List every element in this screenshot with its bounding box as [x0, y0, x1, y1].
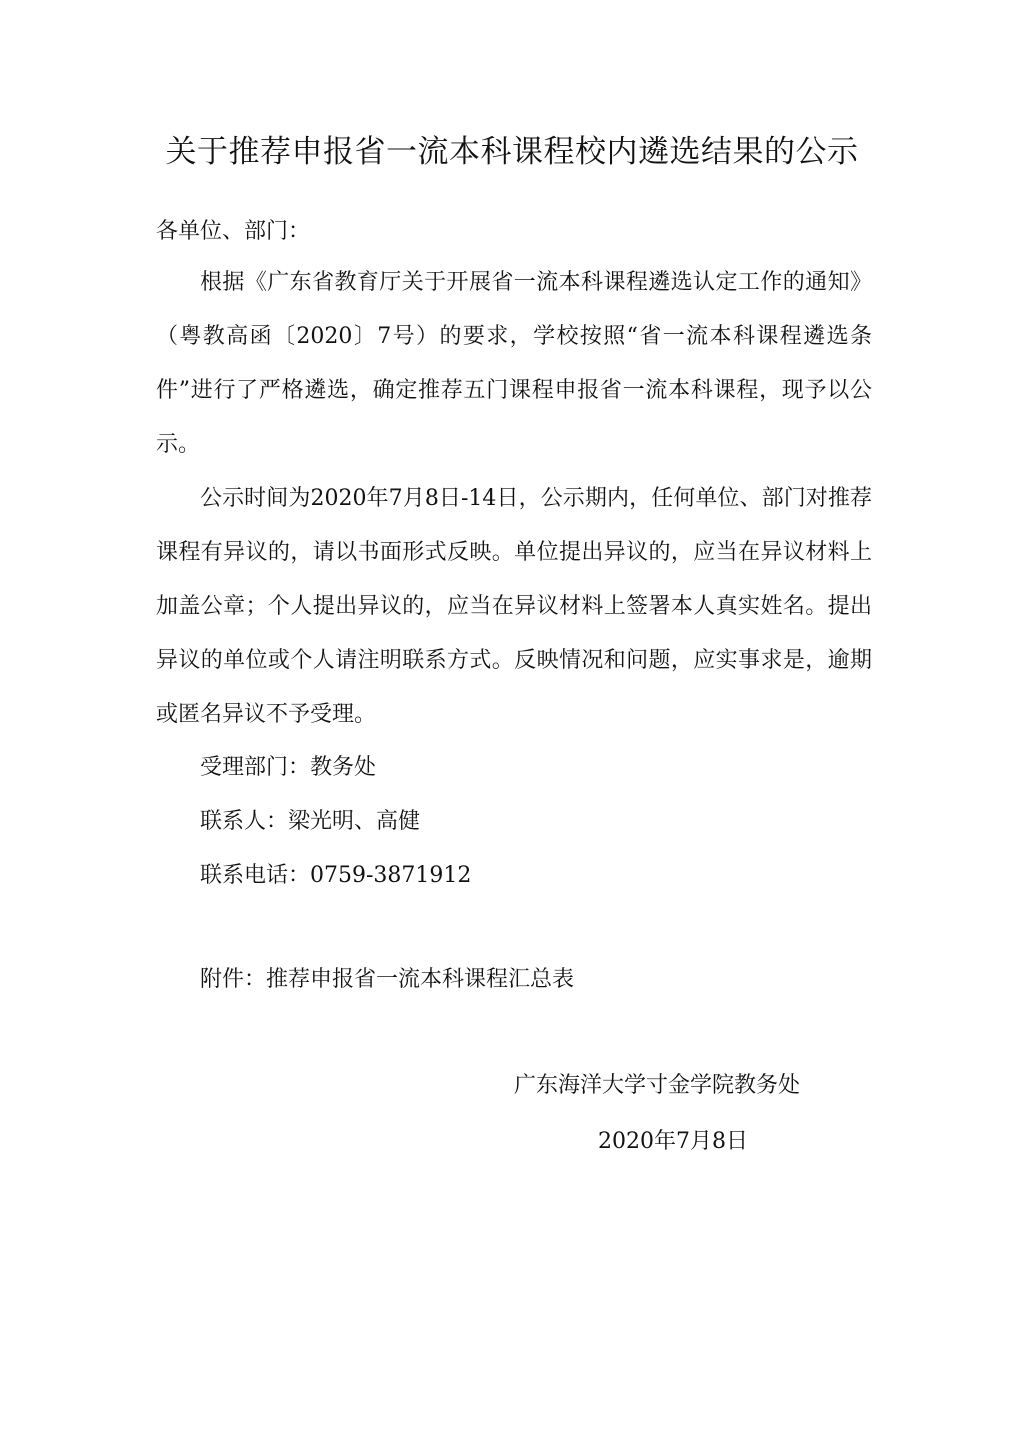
paragraph-basis: 根据《广东省教育厅关于开展省一流本科课程遴选认定工作的通知》（粤教高函〔2020〕7号）的要求，学校按照“省一流本科课程遴选条件”进行了严格遴选，确定推荐五门课程申报省一流本科课程，现予以公示。 — [156, 270, 872, 457]
receiving-department: 受理部门：教务处 — [200, 755, 377, 780]
salutation: 各单位、部门： — [156, 219, 311, 244]
contact-phone: 联系电话：0759-3871912 — [200, 863, 472, 888]
issue-date: 2020年7月8日 — [598, 1129, 748, 1154]
document-title: 关于推荐申报省一流本科课程校内遴选结果的公示 — [165, 134, 859, 170]
paragraph-publicity-period: 公示时间为2020年7月8日-14日，公示期内，任何单位、部门对推荐课程有异议的，请以书面形式反映。单位提出异议的，应当在异议材料上加盖公章；个人提出异议的，应当在异议材料上签署本人真实姓名。提出异议的单位或个人请注明联系方式。反映情况和问题，应实事求是，逾期或匿名异议不予受理。 — [156, 486, 872, 727]
issuing-office: 广东海洋大学寸金学院教务处 — [514, 1073, 801, 1098]
attachment-note: 附件：推荐申报省一流本科课程汇总表 — [200, 967, 575, 992]
contact-persons: 联系人：梁光明、高健 — [200, 809, 421, 834]
